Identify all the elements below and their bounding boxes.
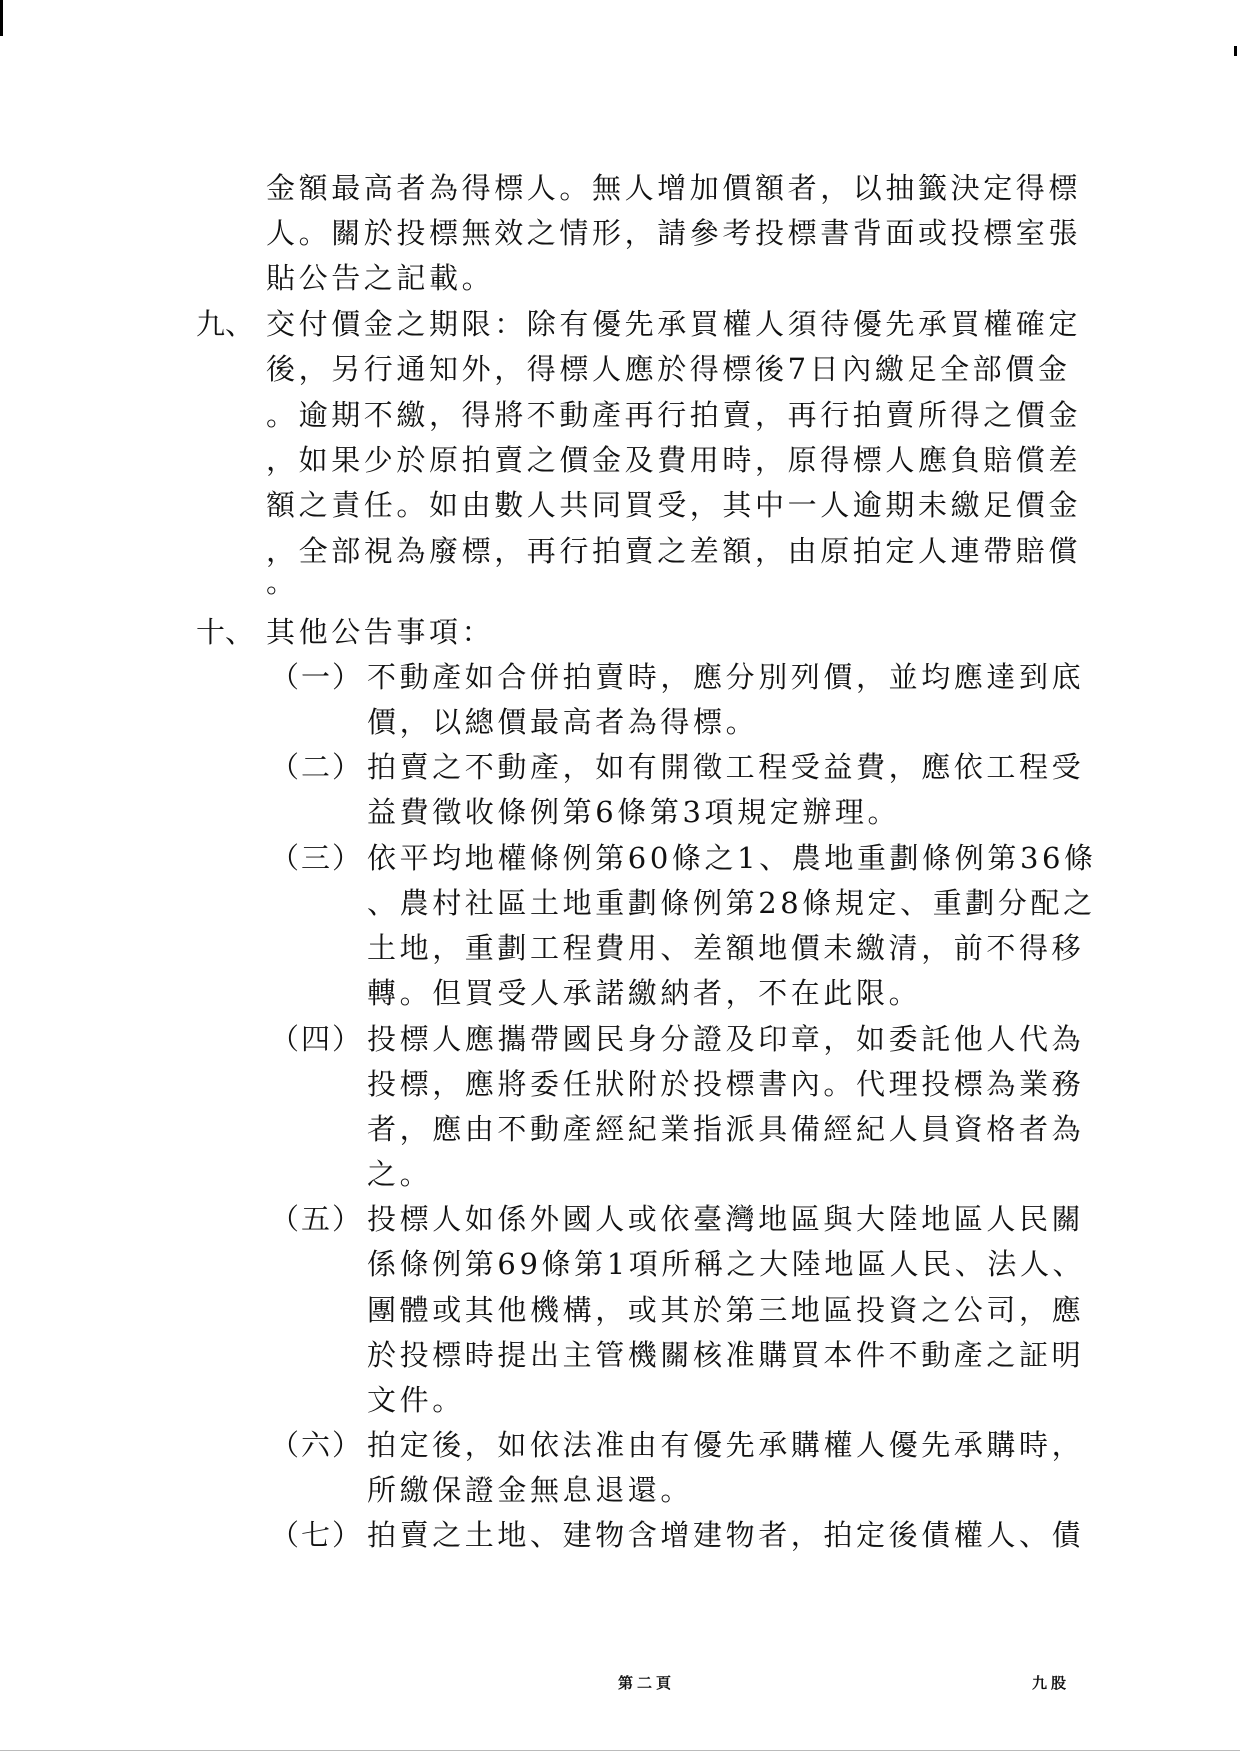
text-line: 投標人應攜帶國民身分證及印章，如委託他人代為 xyxy=(367,1022,1085,1056)
text-line: 、農村社區土地重劃條例第28條規定、重劃分配之 xyxy=(367,886,1096,920)
text-line: 貼公告之記載。 xyxy=(266,261,495,295)
item-label: （三） xyxy=(270,841,364,875)
scan-edge-mark xyxy=(0,0,3,36)
section-label: 十、 xyxy=(196,615,255,649)
text-line: 者，應由不動產經紀業指派具備經紀人員資格者為 xyxy=(367,1112,1085,1146)
text-line: 土地，重劃工程費用、差額地價未繳清，前不得移 xyxy=(367,931,1085,965)
section-heading: 其他公告事項： xyxy=(266,615,495,649)
text-line: 投標人如係外國人或依臺灣地區與大陸地區人民關 xyxy=(367,1202,1085,1236)
text-line: 不動產如合併拍賣時，應分別列價，並均應達到底 xyxy=(367,660,1085,694)
item-label: （二） xyxy=(270,750,364,784)
item-label: （四） xyxy=(270,1022,364,1056)
text-line: 額之責任。如由數人共同買受，其中一人逾期未繳足價金 xyxy=(266,488,1082,522)
item-label: （七） xyxy=(270,1518,364,1552)
text-line: 人。關於投標無效之情形，請參考投標書背面或投標室張 xyxy=(266,216,1082,250)
text-line: 交付價金之期限：除有優先承買權人須待優先承買權確定 xyxy=(266,307,1082,341)
text-line: 文件。 xyxy=(367,1383,465,1417)
text-line: 投標，應將委任狀附於投標書內。代理投標為業務 xyxy=(367,1067,1085,1101)
text-line: 拍賣之不動產，如有開徵工程受益費，應依工程受 xyxy=(367,750,1085,784)
text-line: 拍賣之土地、建物含增建物者，拍定後債權人、債 xyxy=(367,1518,1085,1552)
page-number: 第二頁 xyxy=(618,1674,676,1692)
text-line: 。 xyxy=(266,565,299,599)
scan-edge-mark xyxy=(1234,46,1237,56)
text-line: 於投標時提出主管機關核准購買本件不動產之証明 xyxy=(367,1338,1085,1372)
text-line: 依平均地權條例第60條之1、農地重劃條例第36條 xyxy=(367,841,1097,875)
text-line: 後，另行通知外，得標人應於得標後7日內繳足全部價金 xyxy=(266,352,1071,386)
section-label: 九、 xyxy=(196,307,255,341)
item-label: （五） xyxy=(270,1202,364,1236)
text-line: 益費徵收條例第6條第3項規定辦理。 xyxy=(367,795,901,829)
text-line: 拍定後，如依法准由有優先承購權人優先承購時， xyxy=(367,1428,1085,1462)
text-line: 團體或其他機構，或其於第三地區投資之公司，應 xyxy=(367,1293,1085,1327)
text-line: 金額最高者為得標人。無人增加價額者，以抽籤決定得標 xyxy=(266,171,1082,205)
item-label: （六） xyxy=(270,1428,364,1462)
text-line: 轉。但買受人承諾繳納者，不在此限。 xyxy=(367,976,922,1010)
text-line: 價，以總價最高者為得標。 xyxy=(367,705,759,739)
text-line: ，如果少於原拍賣之價金及費用時，原得標人應負賠償差 xyxy=(266,443,1082,477)
division-label: 九股 xyxy=(1032,1674,1071,1692)
scan-bottom-edge xyxy=(0,1750,1240,1751)
text-line: 係條例第69條第1項所稱之大陸地區人民、法人、 xyxy=(367,1247,1086,1281)
text-line: 所繳保證金無息退還。 xyxy=(367,1473,694,1507)
text-line: ，全部視為廢標，再行拍賣之差額，由原拍定人連帶賠償 xyxy=(266,534,1082,568)
text-line: 之。 xyxy=(367,1157,433,1191)
item-label: （一） xyxy=(270,660,364,694)
text-line: 。逾期不繳，得將不動產再行拍賣，再行拍賣所得之價金 xyxy=(266,398,1082,432)
